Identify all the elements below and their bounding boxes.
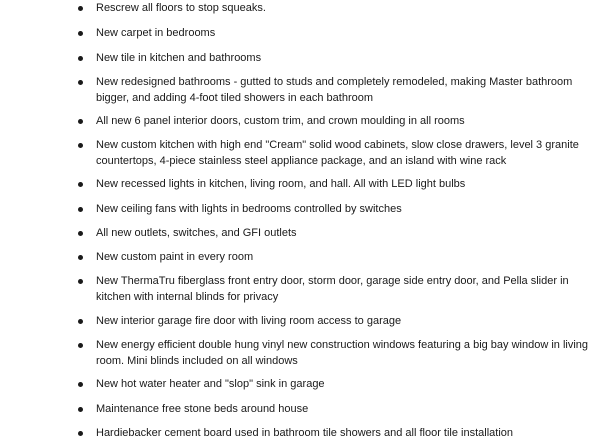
bullet-icon bbox=[78, 56, 83, 61]
list-item-text: New custom kitchen with high end "Cream" solid wood cabinets, slow close drawers, level 3 granite countertops, 4-piece stainless steel appliance package, and an island with wine rack bbox=[96, 139, 579, 167]
bullet-icon bbox=[78, 407, 83, 412]
bullet-icon bbox=[78, 119, 83, 124]
list-item-text: Maintenance free stone beds around house bbox=[96, 403, 309, 415]
list-item-text: New custom paint in every room bbox=[96, 251, 254, 263]
bullet-icon bbox=[78, 343, 83, 348]
bullet-icon bbox=[78, 143, 83, 148]
list-item-text: Rescrew all floors to stop squeaks. bbox=[96, 2, 266, 14]
list-item-text: All new 6 panel interior doors, custom trim, and crown moulding in all rooms bbox=[96, 115, 465, 127]
bullet-icon bbox=[78, 6, 83, 11]
bullet-icon bbox=[78, 182, 83, 187]
list-item-text: New ceiling fans with lights in bedrooms controlled by switches bbox=[96, 203, 402, 215]
bullet-icon bbox=[78, 80, 83, 85]
bullet-icon bbox=[78, 382, 83, 387]
bullet-icon bbox=[78, 279, 83, 284]
list-item-text: New carpet in bedrooms bbox=[96, 27, 216, 39]
list-item-text: New ThermaTru fiberglass front entry door, storm door, garage side entry door, and Pella slider in kitchen with internal blinds for privacy bbox=[96, 275, 569, 303]
list-item-text: New energy efficient double hung vinyl new construction windows featuring a big bay window in living room. Mini blinds included on all windows bbox=[96, 339, 589, 367]
list-item-text: New redesigned bathrooms - gutted to studs and completely remodeled, making Master bathroom bigger, and adding 4-foot tiled showers in each bathroom bbox=[96, 76, 573, 104]
bullet-icon bbox=[78, 31, 83, 36]
bullet-icon bbox=[78, 431, 83, 436]
bullet-icon bbox=[78, 319, 83, 324]
bullet-icon bbox=[78, 207, 83, 212]
list-item-text: New hot water heater and "slop" sink in garage bbox=[96, 378, 325, 390]
list-item-text: New interior garage fire door with living room access to garage bbox=[96, 315, 402, 327]
bullet-icon bbox=[78, 231, 83, 236]
list-item-text: New tile in kitchen and bathrooms bbox=[96, 52, 262, 64]
bullet-icon bbox=[78, 255, 83, 260]
list-item-text: All new outlets, switches, and GFI outlets bbox=[96, 227, 297, 239]
list-item-text: New recessed lights in kitchen, living room, and hall. All with LED light bulbs bbox=[96, 178, 466, 190]
list-item-text: Hardiebacker cement board used in bathroom tile showers and all floor tile installation bbox=[96, 427, 514, 439]
